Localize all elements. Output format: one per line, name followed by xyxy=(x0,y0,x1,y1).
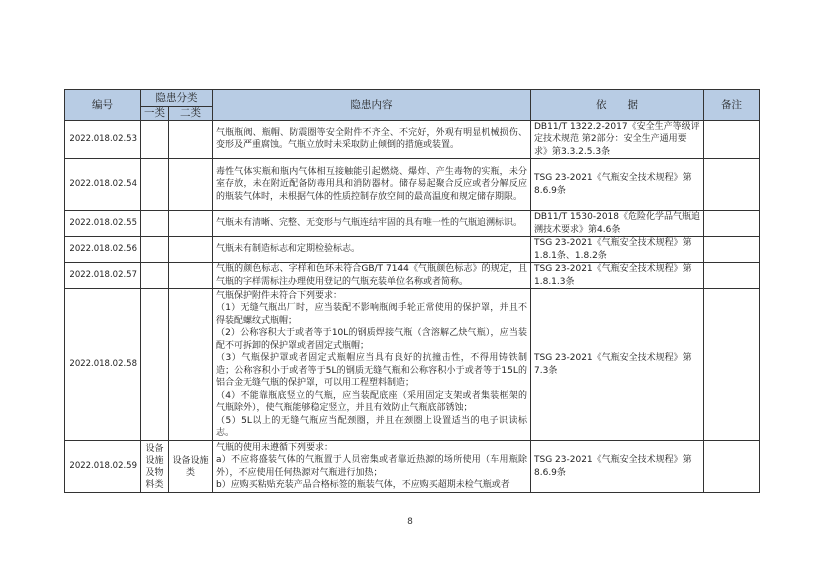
row-content: 气瓶瓶阀、瓶帽、防震圈等安全附件不齐全、不完好，外观有明显机械损伤、变形及严重腐蚀。气瓶立放时未采取防止倾倒的措施或装置。 xyxy=(213,120,531,159)
row-cat1 xyxy=(141,263,169,289)
table-row xyxy=(65,211,760,237)
row-cat2 xyxy=(169,211,213,237)
header-category: 隐患分类 xyxy=(141,90,213,107)
row-basis: TSG 23-2021《气瓶安全技术规程》第1.8.1.3条 xyxy=(531,263,704,289)
row-num: 2022.018.02.57 xyxy=(65,263,141,289)
header-content: 隐患内容 xyxy=(213,90,531,121)
row-cat2 xyxy=(169,120,213,159)
content-line: （4）不能靠瓶底竖立的气瓶，应当装配底座（采用固定支架或者集装框架的气瓶除外），使气瓶能够稳定竖立，并且有效防止气瓶底部锈蚀； xyxy=(216,390,527,413)
content-line: a）不应将盛装气体的气瓶置于人员密集或者靠近热源的场所使用（车用瓶除外），不应使用任何热源对气瓶进行加热； xyxy=(216,455,527,478)
content-line: 气瓶的使用未遵循下列要求： xyxy=(216,442,334,453)
row-content: 气瓶未有清晰、完整、无变形与气瓶连结牢固的具有唯一性的气瓶追溯标识。 xyxy=(213,211,531,237)
content-line: （1）无缝气瓶出厂时，应当装配不影响瓶阀手轮正常使用的保护罩，并且不得装配螺纹式瓶帽； xyxy=(216,303,527,326)
row-cat2 xyxy=(169,159,213,211)
row-num: 2022.018.02.55 xyxy=(65,211,141,237)
row-cat1 xyxy=(141,120,169,159)
header-cat2: 二类 xyxy=(169,107,213,121)
row-content xyxy=(213,289,531,441)
row-num: 2022.018.02.54 xyxy=(65,159,141,211)
row-remark xyxy=(704,289,760,441)
row-cat2: 设备设施类 xyxy=(169,441,213,493)
table-row xyxy=(65,159,760,211)
row-cat1: 设备设施及物料类 xyxy=(141,441,169,493)
table-row xyxy=(65,441,760,493)
row-basis: DB11/T 1530-2018《危险化学品气瓶追溯技术要求》第4.6条 xyxy=(531,211,704,237)
table-row xyxy=(65,120,760,159)
row-remark xyxy=(704,237,760,263)
content-line: （5）5L以上的无缝气瓶应当配颈圈，并且在颈圈上设置适当的电子识读标志。 xyxy=(216,415,527,438)
row-remark xyxy=(704,211,760,237)
hazard-table xyxy=(64,89,760,493)
row-basis: DB11/T 1322.2-2017《安全生产等级评定技术规范 第2部分：安全生产通用要求》第3.3.2.5.3条 xyxy=(531,120,704,159)
row-content: 气瓶的颜色标志、字样和色环未符合GB/T 7144《气瓶颜色标志》的规定，且气瓶的字样需标注办理使用登记的气瓶充装单位名称或者简称。 xyxy=(213,263,531,289)
table-row xyxy=(65,289,760,441)
content-line: b）应购买粘贴充装产品合格标签的瓶装气体，不应购买超期未检气瓶或者 xyxy=(216,480,510,490)
row-cat1 xyxy=(141,289,169,441)
row-cat2 xyxy=(169,263,213,289)
row-content: 气瓶未有制造标志和定期检验标志。 xyxy=(213,237,531,263)
row-remark xyxy=(704,159,760,211)
row-num: 2022.018.02.59 xyxy=(65,441,141,493)
row-basis: TSG 23-2021《气瓶安全技术规程》第8.6.9条 xyxy=(531,441,704,493)
table-row xyxy=(65,237,760,263)
content-line: 气瓶保护附件未符合下列要求： xyxy=(216,290,343,301)
row-basis: TSG 23-2021《气瓶安全技术规程》第1.8.1条、1.8.2条 xyxy=(531,237,704,263)
header-num: 编号 xyxy=(65,90,141,121)
table-row xyxy=(65,263,760,289)
row-remark xyxy=(704,120,760,159)
row-num: 2022.018.02.53 xyxy=(65,120,141,159)
header-cat1: 一类 xyxy=(141,107,169,121)
content-line: （2）公称容积大于或者等于10L的钢质焊接气瓶（含溶解乙炔气瓶），应当装配不可拆卸的保护罩或者固定式瓶帽； xyxy=(216,328,527,351)
row-basis: TSG 23-2021《气瓶安全技术规程》第7.3条 xyxy=(531,289,704,441)
row-basis: TSG 23-2021《气瓶安全技术规程》第8.6.9条 xyxy=(531,159,704,211)
row-num: 2022.018.02.58 xyxy=(65,289,141,441)
row-remark xyxy=(704,441,760,493)
row-content: 毒性气体实瓶和瓶内气体相互接触能引起燃烧、爆炸、产生毒物的实瓶，未分室存放，未在附近配备防毒用具和消防器材。储存易起聚合反应或者分解反应的瓶装气体时，未根据气体的性质控制存放空间的最高温度和规定储存期限。 xyxy=(213,159,531,211)
row-num: 2022.018.02.56 xyxy=(65,237,141,263)
row-cat1 xyxy=(141,159,169,211)
header-remark: 备注 xyxy=(704,90,760,121)
row-remark xyxy=(704,263,760,289)
header-basis: 依 据 xyxy=(531,90,704,121)
content-line: （3）气瓶保护罩或者固定式瓶帽应当具有良好的抗撞击性，不得用铸铁制造；公称容积小于或者等于5L的钢质无缝气瓶和公称容积小于或者等于15L的铝合金无缝气瓶的保护罩，可以用工程塑料制造； xyxy=(216,353,527,388)
row-cat2 xyxy=(169,237,213,263)
row-cat1 xyxy=(141,211,169,237)
row-cat1 xyxy=(141,237,169,263)
row-content xyxy=(213,441,531,493)
page-number: 8 xyxy=(407,517,413,527)
row-cat2 xyxy=(169,289,213,441)
